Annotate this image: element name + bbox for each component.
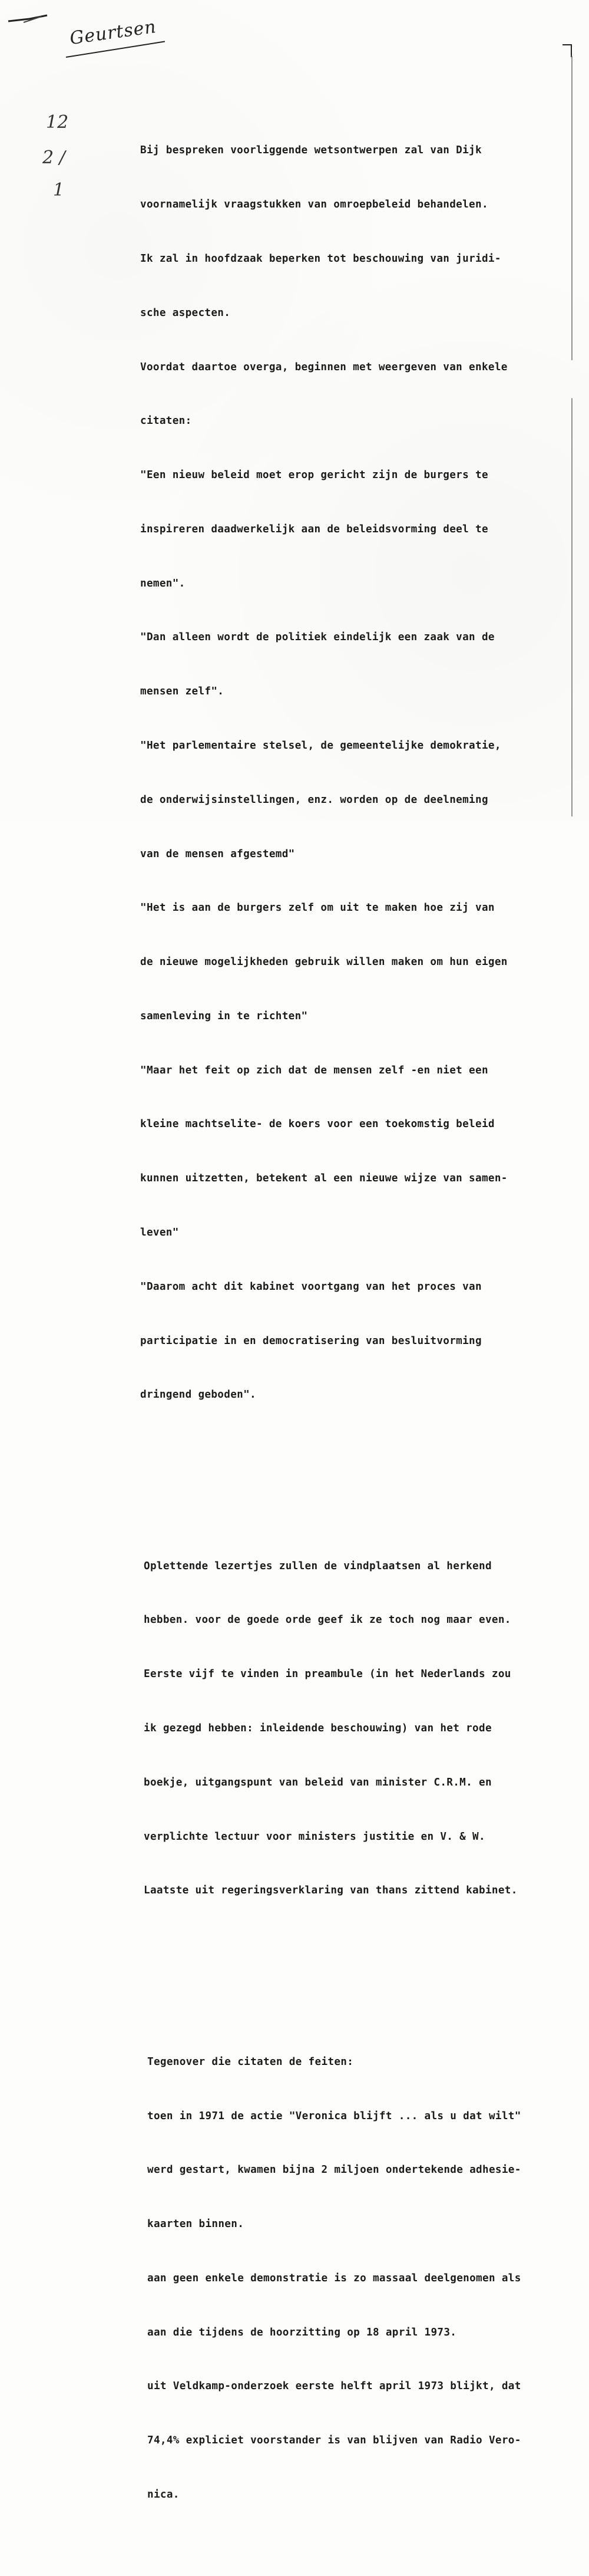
text-line: "Dan alleen wordt de politiek eindelijk een zaak van de xyxy=(140,631,495,644)
paragraph-gap xyxy=(140,1972,570,1981)
text-line: citaten: xyxy=(140,415,192,427)
margin-note: 12 xyxy=(46,112,69,133)
page-edge-line xyxy=(571,56,573,816)
text-line: leven" xyxy=(140,1227,179,1238)
text-line: uit Veldkamp-onderzoek eerste helft april 1973 blijkt, dat xyxy=(147,2380,521,2393)
text-line: hebben. voor de goede orde geef ik ze toch nog maar even. xyxy=(144,1614,511,1626)
text-line: Eerste vijf te vinden in preambule (in het Nederlands zou xyxy=(144,1668,511,1681)
text-line: mensen zelf". xyxy=(140,686,224,698)
paragraph-gap xyxy=(140,1476,570,1485)
margin-note: 2 / xyxy=(42,147,65,168)
text-line: 74,4% expliciet voorstander is van blijven van Radio Vero- xyxy=(147,2435,521,2447)
paragraph-1 xyxy=(140,106,570,1440)
text-line: Laatste uit regeringsverklaring van thans zittend kabinet. xyxy=(144,1885,518,1897)
text-line: Voordat daartoe overga, beginnen met weergeven van enkele xyxy=(140,361,508,373)
text-line: participatie in en democratisering van besluitvorming xyxy=(140,1335,482,1347)
text-line: nemen". xyxy=(140,577,186,589)
text-line: aan geen enkele demonstratie is zo massaal deelgenomen als xyxy=(147,2272,521,2284)
text-line: boekje, uitgangspunt van beleid van minister C.R.M. en xyxy=(144,1776,492,1788)
corner-ink-mark xyxy=(6,12,53,26)
paragraph-2 xyxy=(144,1521,570,1936)
text-line: kleine machtselite- de koers voor een toekomstig beleid xyxy=(140,1118,495,1131)
text-line: inspireren daadwerkelijk aan de beleidsvorming deel te xyxy=(140,523,488,535)
text-line: werd gestart, kwamen bijna 2 miljoen ondertekende adhesie- xyxy=(147,2164,521,2176)
handwritten-heading: Geurtsen xyxy=(68,16,158,50)
text-line: van de mensen afgestemd" xyxy=(140,848,295,860)
text-line: samenleving in te richten" xyxy=(140,1010,308,1022)
text-line: "Daarom acht dit kabinet voortgang van het proces van xyxy=(140,1280,482,1293)
page-edge-bracket xyxy=(562,44,572,57)
text-line: Oplettende lezertjes zullen de vindplaatsen al herkend xyxy=(144,1560,492,1572)
paragraph-3 xyxy=(147,2017,570,2540)
text-line: sche aspecten. xyxy=(140,307,231,319)
text-line: "Het is aan de burgers zelf om uit te maken hoe zij van xyxy=(140,902,495,914)
text-line: kunnen uitzetten, betekent al een nieuwe wijze van samen- xyxy=(140,1172,508,1185)
text-line: Bij bespreken voorliggende wetsontwerpen zal van Dijk xyxy=(140,144,482,157)
text-line: kaarten binnen. xyxy=(147,2218,244,2231)
text-line: Tegenover die citaten de feiten: xyxy=(147,2055,354,2068)
text-line: "Het parlementaire stelsel, de gemeentelijke demokratie, xyxy=(140,739,501,752)
typed-text xyxy=(140,70,570,2576)
text-line: de nieuwe mogelijkheden gebruik willen maken om hun eigen xyxy=(140,956,508,969)
margin-note: 1 xyxy=(53,180,65,200)
text-line: nica. xyxy=(147,2488,180,2501)
text-line: Ik zal in hoofdzaak beperken tot beschouwing van juridi- xyxy=(140,252,501,265)
text-line: toen in 1971 de actie "Veronica blijft ... als u dat wilt" xyxy=(147,2110,521,2122)
text-line: "Een nieuw beleid moet erop gericht zijn de burgers te xyxy=(140,469,488,482)
text-line: verplichte lectuur voor ministers justitie en V. & W. xyxy=(144,1830,485,1843)
text-line: dringend geboden". xyxy=(140,1389,256,1401)
text-line: voornamelijk vraagstukken van omroepbeleid behandelen. xyxy=(140,199,488,211)
text-line: de onderwijsinstellingen, enz. worden op de deelneming xyxy=(140,793,488,806)
text-line: ik gezegd hebben: inleidende beschouwing) van het rode xyxy=(144,1722,492,1735)
text-line: aan die tijdens de hoorzitting op 18 april 1973. xyxy=(147,2326,457,2338)
text-line: "Maar het feit op zich dat de mensen zelf -en niet een xyxy=(140,1064,488,1076)
